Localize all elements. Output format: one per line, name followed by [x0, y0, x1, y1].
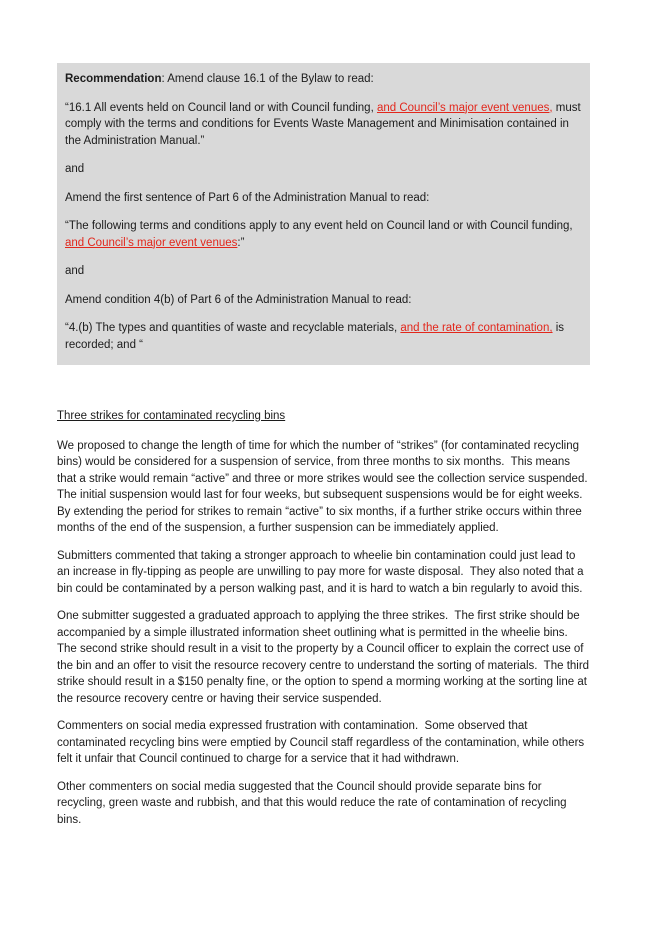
paragraph — [65, 263, 584, 280]
text-segment: Commenters on social media expressed frustration with contamination. Some observed that contaminated recycling bins were emptied by Council staff regardless of the contamination, while others felt it unfair that Council continued to charge for a service that it had withdrawn. — [57, 720, 588, 765]
text-segment: One submitter suggested a graduated approach to applying the three strikes. The first strike should be accompanied by a simple illustrated information sheet outlining what is permitted in the wheelie bins. The second strike should result in a visit to the property by a Council officer to explain the correct use of the bin and an offer to visit the resource recovery centre to understand the sorting of materials. The third strike should result in a $150 penalty fine, or the option to spend a morming working at the sorting line at the resource recovery centre or having their service suspended. — [57, 610, 593, 705]
text-segment: “16.1 All events held on Council land or with Council funding, — [65, 101, 377, 114]
recommendation-box — [57, 63, 590, 365]
text-segment: Submitters commented that taking a stronger approach to wheelie bin contamination could just lead to an increase in fly-tipping as people are unwilling to pay more for waste disposal. They also noted that a bin could be contaminated by a person walking past, and it is hard to watch a bin regularly to avoid this. — [57, 549, 587, 595]
paragraph — [57, 608, 593, 707]
paragraph — [57, 548, 590, 598]
paragraph — [65, 71, 584, 88]
text-segment: We proposed to change the length of time for which the number of “strikes” (for contaminated recycling bins) would be considered for a suspension of service, from three months to six months. This means that a strike would remain “active” and three or more strikes would see the collection service suspended. The initial suspension would last for four weeks, but subsequent suspensions would be for eight weeks. By extending the period for strikes to remain “active” to six months, if a further strike occurs within three months of the end of the suspension, a further suspension can be immediately applied. — [57, 439, 594, 534]
paragraph — [65, 320, 584, 353]
paragraph — [65, 161, 584, 178]
text-segment: and — [65, 163, 85, 175]
tracked-insertion-text: and Council’s major event venues, — [376, 101, 553, 114]
body-section — [57, 438, 594, 829]
text-segment: Amend the first sentence of Part 6 of the Administration Manual to read: — [65, 191, 430, 204]
tracked-insertion-text: and Council’s major event venues — [65, 236, 238, 249]
text-segment: Other commenters on social media suggested that the Council should provide separate bins for recycling, green waste and rubbish, and that this would reduce the rate of contamination of recycling bins. — [57, 780, 570, 826]
text-segment: Recommendation — [65, 73, 162, 85]
paragraph — [65, 190, 584, 207]
paragraph — [57, 779, 590, 829]
text-segment: must comply with the terms and conditions for Events Waste Management and Minimisation contained in the Administration Manual.” — [65, 101, 584, 147]
paragraph — [57, 438, 594, 537]
text-segment: “4.(b) The types and quantities of waste and recyclable materials, — [65, 322, 401, 334]
text-segment: :” — [237, 236, 245, 249]
tracked-insertion-text: and the rate of contamination, — [400, 322, 553, 334]
document-content — [57, 63, 594, 839]
text-segment: Amend condition 4(b) of Part 6 of the Administration Manual to read: — [65, 293, 412, 306]
paragraph — [65, 292, 584, 309]
text-segment: “The following terms and conditions apply to any event held on Council land or with Council funding, — [65, 220, 576, 232]
paragraph — [65, 100, 584, 150]
text-segment: : Amend clause 16.1 of the Bylaw to read: — [161, 73, 374, 85]
paragraph — [57, 718, 590, 768]
section-heading: Three strikes for contaminated recycling bins — [57, 410, 286, 422]
paragraph — [65, 218, 584, 251]
text-segment: and — [65, 265, 85, 277]
text-segment: is recorded; and “ — [65, 322, 568, 351]
